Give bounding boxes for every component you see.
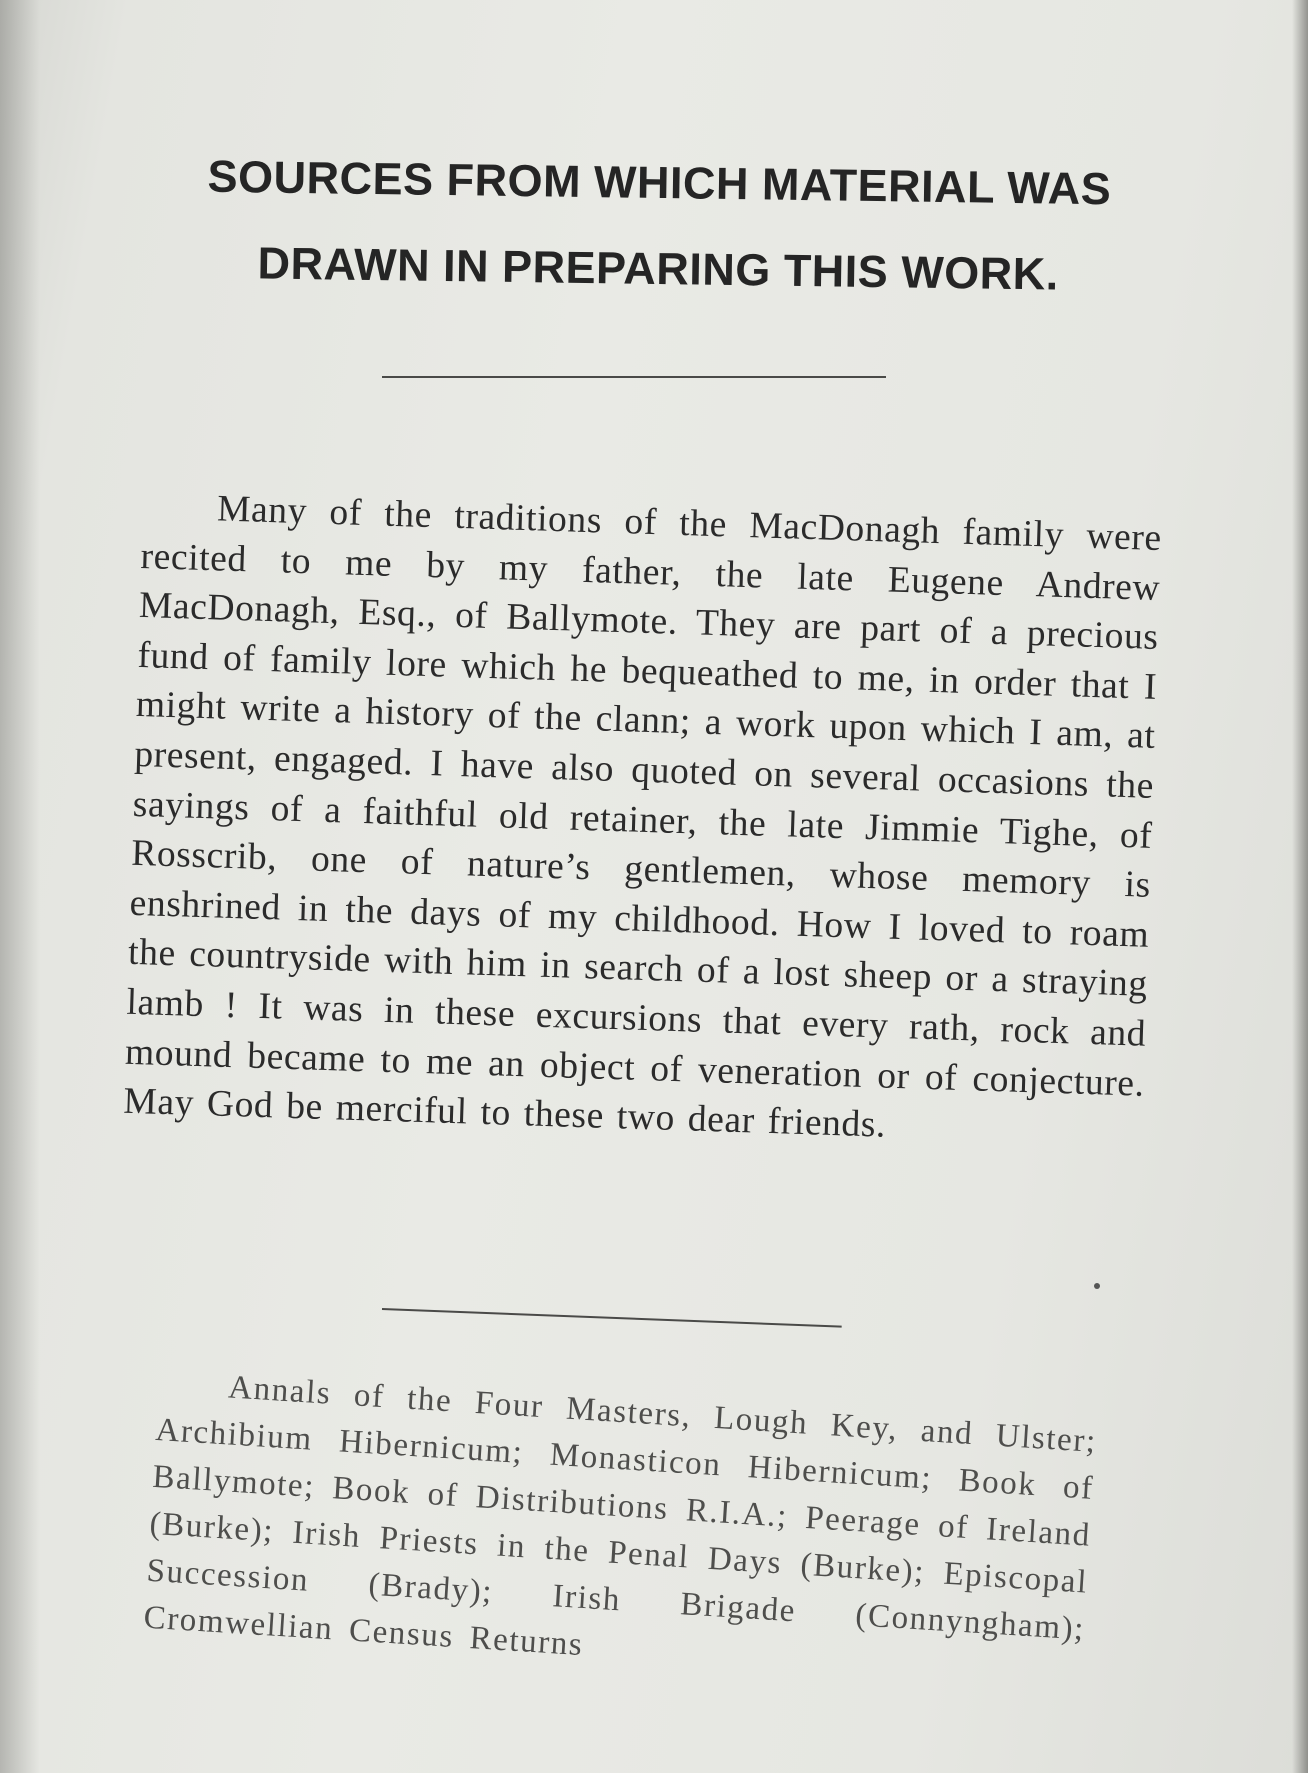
page-title-line-2: DRAWN IN PREPARING THIS WORK. xyxy=(257,236,1060,300)
section-divider xyxy=(382,1308,842,1328)
ink-speck xyxy=(1094,1283,1100,1289)
sources-list: Annals of the Four Masters, Lough Key, and Ulster; Archibium Hibernicum; Monasticon Hibernicum; Book of Ballymote; Book of Distributions R.I.A.; Peerage of Ireland (Burke); Irish Priests in the Penal Days (Burke); Episcopal Succession (Brady); Irish Brigade (Connyngham); Cromwellian Census Returns xyxy=(142,1369,1098,1664)
page-edge-shadow xyxy=(1292,0,1308,1773)
body-paragraph: Many of the traditions of the MacDonagh family were recited to me by my father, the late Eugene Andrew MacDonagh, Esq., of Ballymote. They are part of a precious fund of family lore which he bequeathed to me, in order that I might write a history of the clann; a work upon which I am, at present, engaged. I have also quoted on several occasions the sayings of a faithful old retainer, the late Jimmie Tighe, of Rosscrib, one of nature’s gentlemen, whose memory is enshrined in the days of my childhood. How I loved to roam the countryside with him in search of a lost sheep or a straying lamb ! It was in these excursions that every rath, rock and mound became to me an object of veneration or of conjecture. May God be merciful to these two dear friends. xyxy=(122,488,1163,1146)
title-divider xyxy=(382,376,886,378)
page-title-line-1: SOURCES FROM WHICH MATERIAL WAS xyxy=(207,150,1112,215)
page-gutter-shadow xyxy=(0,0,40,1773)
page-title xyxy=(118,132,1200,318)
